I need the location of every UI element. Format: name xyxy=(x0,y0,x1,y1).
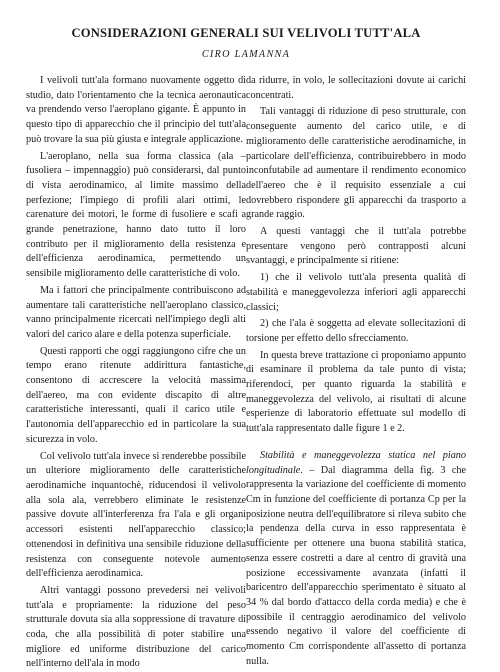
paragraph: L'aeroplano, nella sua forma classica (ala – fusoliera – impennaggio) può considerarsi, dal punto di vista aerodinamico, al limite massimo della perfezione; l'impiego di profili alari ottimi, le carenature dei motori, le forme di fusoliere e scafi a grande penetrazione, hanno dato tutto il loro contributo per il miglioramento della resistenza e dell'efficienza aerodinamica, permettendo un sensibile miglioramento delle caratteristiche di volo. xyxy=(26,150,246,280)
article-body xyxy=(26,74,466,672)
right-column xyxy=(246,74,466,672)
section-heading: Stabilità e maneggevolezza statica nel piano longitudinale. xyxy=(246,449,466,476)
list-item: 1) che il velivolo tutt'ala presenta qualità di stabilità e maneggevolezza inferiori agli apparecchi classici; xyxy=(246,272,466,313)
paragraph: A questi vantaggi che il tutt'ala potrebbe presentare vengono però contrapposti alcuni svantaggi, e principalmente si ritiene: xyxy=(246,226,466,267)
section-body: – Dal diagramma della fig. 3 che rappresenta la variazione del coefficiente di momento Cm in funzione del coefficiente di portanza Cp per la posizione neutra dell'equilibratore si rileva subito che la pendenza della curva in esso rappresentata è sufficiente per ottenere una buona stabilità statica, senza essere costretti a dare al centro di gravità una posizione eccessivamente avanzata (infatti il baricentro dell'apparecchio sperimentato è situato al 34 % dal bordo d'attacco della corda media) e che è possibile il centraggio aerodinamico del velivolo essendo negativo il valore del coefficiente di momento Cm corrispondente all'assetto di portanza nulla. xyxy=(246,464,466,667)
left-column xyxy=(26,74,246,672)
paragraph-continuation: da ridurre, in volo, le sollecitazioni dovute ai carichi concentrati. xyxy=(246,75,466,101)
paragraph: Tali vantaggi di riduzione di peso strutturale, con conseguente aumento del carico utile, e di miglioramento delle caratteristiche aerodinamiche, in particolare dell'efficienza, contribuirebbero in modo inconfutabile ad aumentare il rendimento economico dell'aereo che è il requisito essenziale a cui dovrebbero rispondere gli apparecchi da trasporto a grande raggio. xyxy=(246,106,466,221)
paragraph: Col velivolo tutt'ala invece si renderebbe possibile un ulteriore miglioramento delle caratteristiche aerodinamiche inquantochè, riducendosi il velivolo alla sola ala, verrebbero eliminate le resistenze passive dovute all'interferenza fra l'ala e gli organi accessori esistenti nell'apparecchio classico; ottenendosi in definitiva una sensibile riduzione della resistenza con conseguente notevole aumento dell'efficienza aerodinamica. xyxy=(26,450,246,580)
paragraph: Altri vantaggi possono prevedersi nei velivoli tutt'ala e propriamente: la riduzione del peso strutturale dovuta sia alla soppressione di travature di coda, che alla possibilità di poter stabilire una migliore ed uniforme distribuzione del carico nell'interno dell'ala in modo xyxy=(26,584,246,670)
paragraph: I velivoli tutt'ala formano nuovamente oggetto di studio, dato l'orientamento che la tecnica aeronautica va prendendo verso l'aeroplano gigante. È appunto in questo tipo di apparecchio che il principio del tutt'ala può trovare la sua più giusta e integrale applicazione. xyxy=(26,75,246,145)
list-item: 2) che l'ala è soggetta ad elevate sollecitazioni di torsione per effetto dello sfrecciamento. xyxy=(246,318,466,344)
article-title: CONSIDERAZIONI GENERALI SUI VELIVOLI TUTT'ALA xyxy=(71,26,421,40)
section-paragraph xyxy=(246,449,466,670)
paragraph: Questi rapporti che oggi raggiungono cifre che un tempo erano ritenute addirittura fantastiche, consentono di accrescere la velocità massima dell'aereo, ma con evidente discapito di altre caratteristiche interessanti, quali il carico utile e l'autonomia dell'apparecchio ed in particolare la sua sicurezza in volo. xyxy=(26,345,246,445)
paragraph: Ma i fattori che principalmente contribuiscono ad aumentare tali caratteristiche nell'aeroplano classico, vanno principalmente ricercati nell'impiego degli alti valori del carico alare e della potenza superficiale. xyxy=(26,284,246,340)
article-author: CIRO LAMANNA xyxy=(201,49,291,60)
paragraph: In questa breve trattazione ci proponiamo appunto di esaminare il problema da tale punto di vista; riferendoci, per quanto riguarda la stabilità e maneggevolezza del velivolo, ai risultati di alcune esperienze di laboratorio effettuate sul modello di tutt'ala rappresentato dalle figure 1 e 2. xyxy=(246,349,466,435)
